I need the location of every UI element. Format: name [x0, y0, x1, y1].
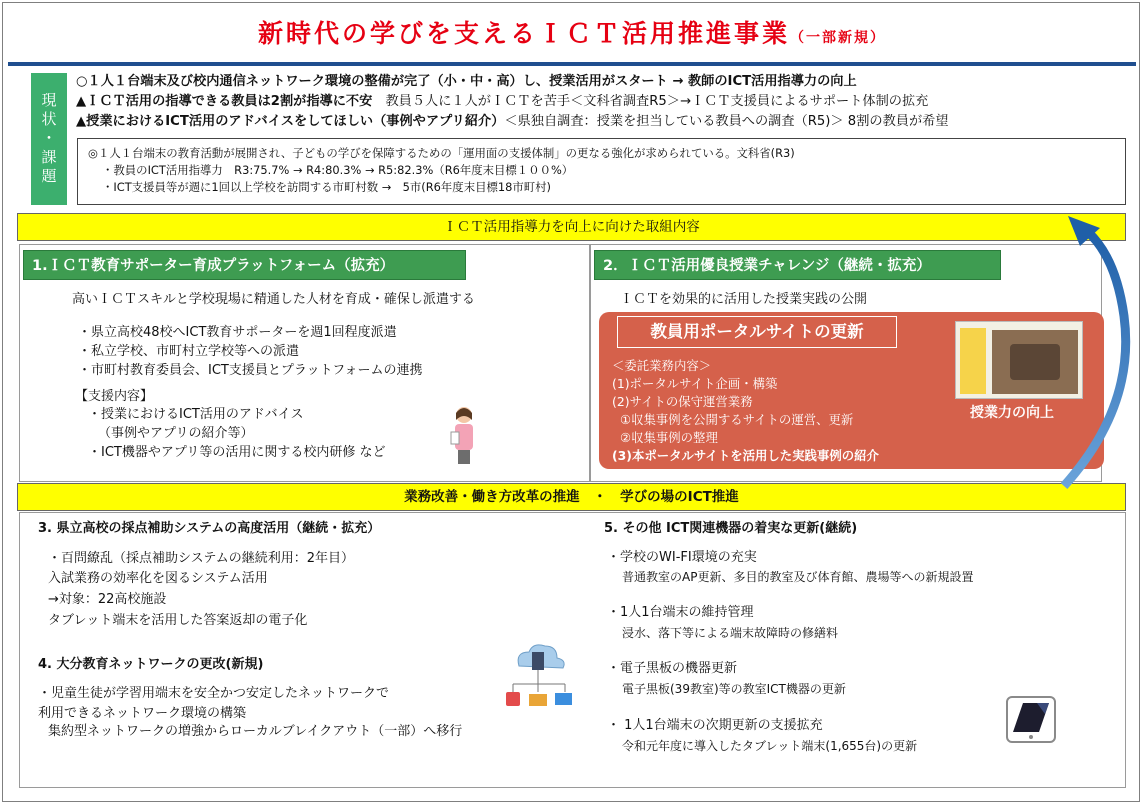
section4-line: 利用できるネットワーク環境の構築: [38, 706, 247, 721]
issue-line: ○１人１台端末及び校内通信ネットワーク環境の整備が完了（小・中・高）し、授業活用がスタート → 教師のICT活用指導力の向上: [76, 74, 857, 89]
section5-item-title: ・電子黒板の機器更新: [607, 661, 738, 676]
section1-item: ・私立学校、市町村立学校等への派遣: [78, 344, 300, 359]
section5-item-detail: 普通教室のAP更新、多目的教室及び体育館、農場等への新規設置: [622, 570, 974, 584]
support-title: 【支援内容】: [75, 389, 154, 404]
section4-line: 集約型ネットワークの増強からローカルブレイクアウト（一部）へ移行: [48, 724, 463, 739]
section3-heading: 3. 県立高校の採点補助システムの高度活用（継続・拡充）: [38, 521, 381, 536]
section5-heading: 5. その他 ICT関連機器の着実な更新(継続): [604, 521, 858, 536]
initiatives-banner: ＩＣＴ活用指導力を向上に向けた取組内容: [17, 213, 1126, 241]
note-line: ・教員のICT活用指導力 R3:75.7% → R4:80.3% → R5:82.3%（R6年度末目標１００%）: [102, 163, 574, 177]
section4-line: ・児童生徒が学習用端末を安全かつ安定したネットワークで: [38, 686, 390, 701]
section3-line: 入試業務の効率化を図るシステム活用: [48, 571, 268, 586]
portal-item: (2)サイトの保守運営業務: [612, 394, 753, 409]
section5-item-detail: 電子黒板(39教室)等の教室ICT機器の更新: [622, 682, 846, 696]
note-box: [77, 138, 1126, 205]
tablet-icon: [1004, 694, 1058, 746]
portal-item: ②収集事例の整理: [620, 430, 718, 445]
issue-line: ▲ＩＣＴ活用の指導できる教員は2割が指導に不安 教員５人に１人がＩＣＴを苦手＜文科省調査R5＞→ＩＣＴ支援員によるサポート体制の拡充: [76, 94, 929, 109]
reform-banner: 業務改善・働き方改革の推進 ・ 学びの場のICT推進: [17, 483, 1126, 511]
section5-item-title: ・ 1人1台端末の次期更新の支援拡充: [607, 718, 823, 733]
cycle-arrow-icon: [1050, 206, 1140, 496]
note-line: ◎１人１台端末の教育活動が展開され、子どもの学びを保障するための「運用面の支援体制」の更なる強化が求められている。文科省(R3): [88, 146, 795, 160]
note-line: ・ICT支援員等が週に1回以上学校を訪問する市町村数 → 5市(R6年度末目標18市町村): [102, 180, 551, 194]
section1-heading: 1.ＩＣＴ教育サポーター育成プラットフォーム（拡充）: [23, 250, 466, 280]
portal-caption: 授業力の向上: [970, 405, 1054, 421]
portal-item: (1)ポータルサイト企画・構築: [612, 376, 778, 391]
page-title-main: 新時代の学びを支えるＩＣＴ活用推進事業: [257, 19, 790, 48]
section3-line: ・百問繚乱（採点補助システムの継続利用：2年目）: [48, 551, 354, 566]
support-item: ・ICT機器やアプリ等の活用に関する校内研修 など: [88, 445, 386, 460]
network-cloud-icon: [503, 640, 573, 712]
section5-item-title: ・1人1台端末の維持管理: [607, 605, 754, 620]
title-rule: [8, 62, 1136, 66]
section2-heading: 2．ＩＣＴ活用優良授業チャレンジ（継続・拡充）: [594, 250, 1001, 280]
section1-lead: 高いＩＣＴスキルと学校現場に精通した人材を育成・確保し派遣する: [72, 292, 475, 307]
status-issues-label: 現状・課題: [31, 73, 67, 205]
portal-title: 教員用ポータルサイトの更新: [617, 316, 897, 348]
page-title: [0, 14, 1144, 50]
support-item: ・授業におけるICT活用のアドバイス: [88, 407, 304, 422]
section1-item: ・県立高校48校へICT教育サポーターを週1回程度派遣: [78, 325, 397, 340]
portal-item: ①収集事例を公開するサイトの運営、更新: [620, 412, 854, 427]
teacher-illustration-icon: [446, 404, 482, 466]
portal-item: ＜委託業務内容＞: [612, 358, 712, 373]
issue-line: ▲授業におけるICT活用のアドバイスをしてほしい（事例やアプリ紹介）＜県独自調査：授業を担当している教員への調査（R5)＞ 8割の教員が希望: [76, 114, 949, 129]
section5-item-title: ・学校のWI-FI環境の充実: [607, 550, 757, 565]
portal-item: (3)本ポータルサイトを活用した実践事例の紹介: [612, 448, 879, 463]
support-item: （事例やアプリの紹介等）: [98, 426, 254, 441]
section3-line: →対象：22高校施設: [48, 592, 167, 607]
section5-item-detail: 令和元年度に導入したタブレット端末(1,655台)の更新: [622, 739, 918, 753]
section3-line: タブレット端末を活用した答案返却の電子化: [48, 613, 308, 628]
section1-item: ・市町村教育委員会、ICT支援員とプラットフォームの連携: [78, 363, 423, 378]
section4-heading: 4. 大分教育ネットワークの更改(新規): [38, 657, 264, 672]
section5-item-detail: 浸水、落下等による端末故障時の修繕料: [622, 626, 839, 640]
issues-list: [76, 72, 1126, 132]
section2-lead: ＩＣＴを効果的に活用した授業実践の公開: [620, 292, 868, 307]
page-title-suffix: （一部新規）: [790, 30, 886, 46]
